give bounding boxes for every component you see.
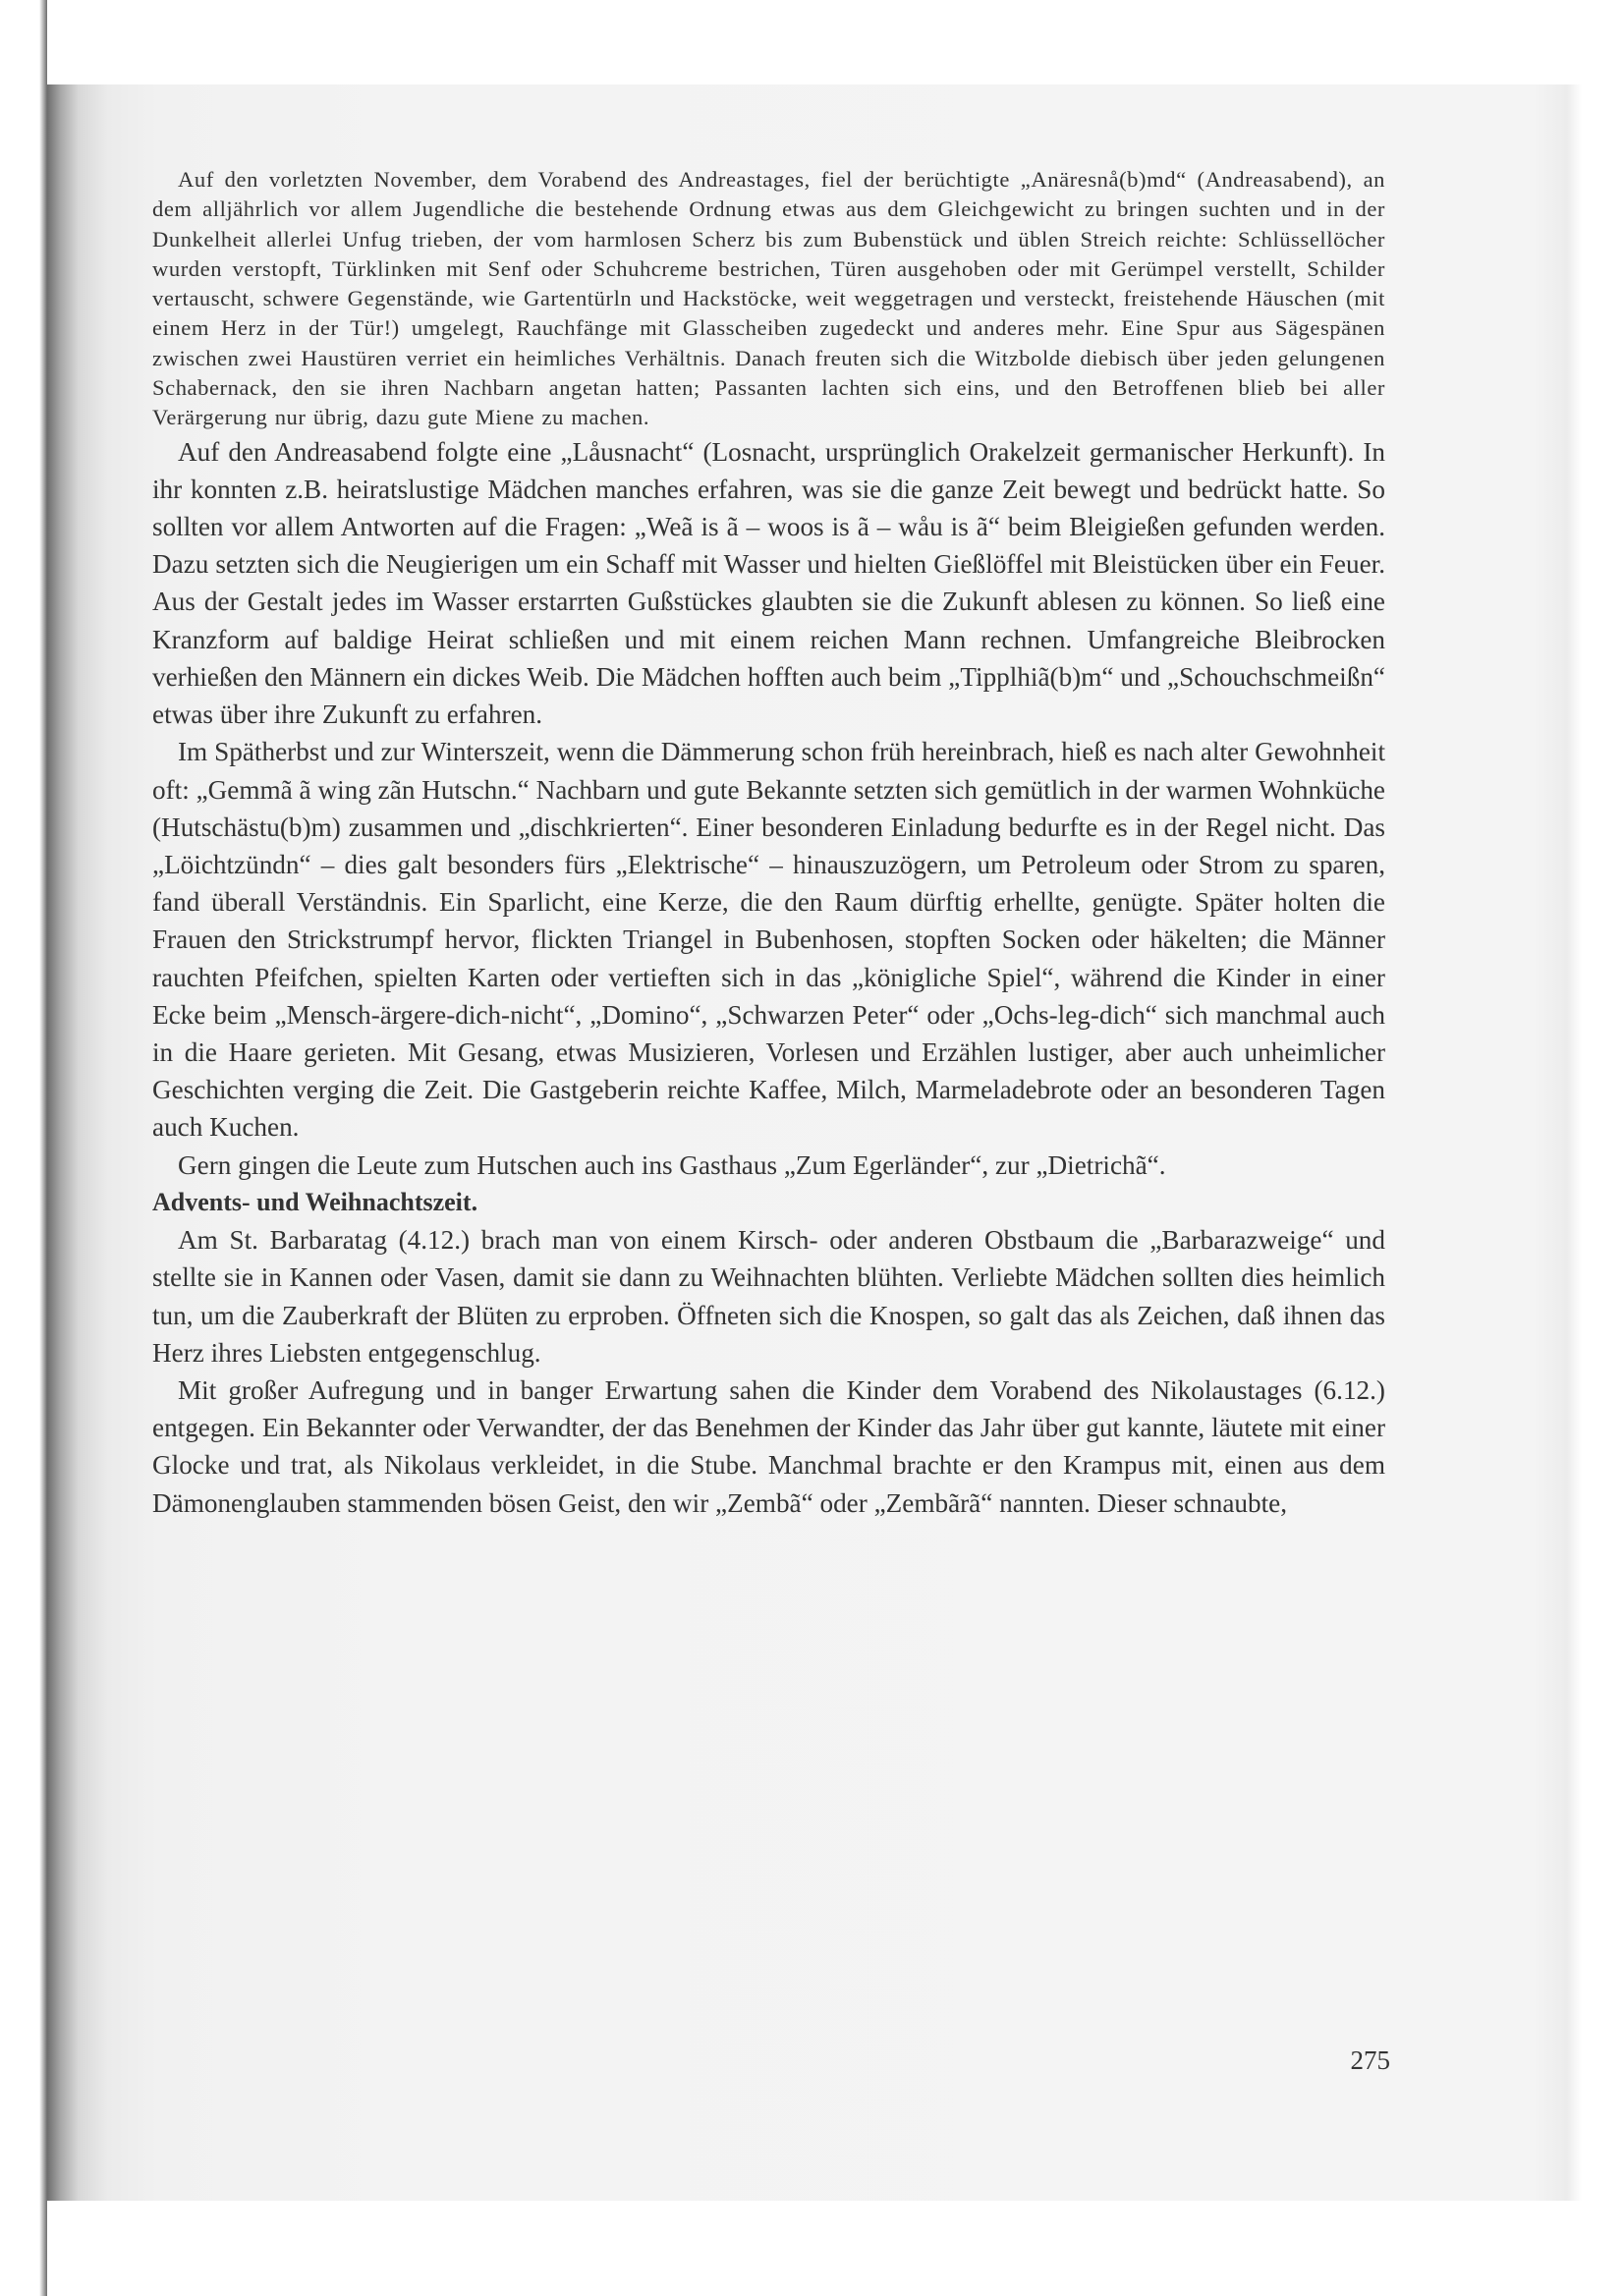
page-number: 275 xyxy=(1350,2045,1390,2075)
section-heading: Advents- und Weihnachtszeit. xyxy=(152,1187,478,1216)
paragraph-nikolaus: Mit großer Aufregung und in banger Erwartung sahen die Kinder dem Vorabend des Nikolaustages (6.12.) entgegen. Ein Bekannter oder Verwandter, der das Benehmen der Kinder das Jahr über gut kannte, läutete mit einer Glocke und trat, als Nikolaus verkleidet, in die Stube. Manchmal brachte er den Krampus mit, einen aus dem Dämonenglauben stammenden bösen Geist, den wir „Zembã“ oder „Zembãrã“ nannten. Dieser schnaubte, xyxy=(152,1375,1385,1518)
paragraph-gasthaus: Gern gingen die Leute zum Hutschen auch ins Gasthaus „Zum Egerländer“, zur „Dietrichã“. xyxy=(178,1149,1166,1180)
paragraph-lausnacht: Auf den Andreasabend folgte eine „Låusnacht“ (Losnacht, ursprünglich Orakelzeit germanischer Herkunft). In ihr konnten z.B. heiratslustige Mädchen manches erfahren, was sie die ganze Zeit bewegt und bedrückt hatte. So sollten vor allem Antworten auf die Fragen: „Weã is ã – woos is ã – wåu is ã“ beim Bleigießen gefunden werden. Dazu setzten sich die Neugierigen um ein Schaff mit Wasser und hielten Gießlöffel mit Bleistücken über ein Feuer. Aus der Gestalt jedes im Wasser erstarrten Gußstückes glaubten sie die Zukunft ablesen zu können. So ließ eine Kranzform auf baldige Heirat schließen und mit einem reichen Mann rechnen. Umfangreiche Bleibrocken verhießen den Männern ein dickes Weib. Die Mädchen hofften auch beim „Tipplhiã(b)m“ und „Schouchschmeißn“ etwas über ihre Zukunft zu erfahren. xyxy=(152,436,1385,730)
page-body xyxy=(152,165,1385,1522)
scan-margin-bottom xyxy=(47,2201,1599,2296)
scan-margin-top xyxy=(47,0,1599,84)
paragraph-barbaratag: Am St. Barbaratag (4.12.) brach man von einem Kirsch- oder anderen Obstbaum die „Barbarazweige“ und stellte sie in Kannen oder Vasen, damit sie dann zu Weihnachten blühten. Verliebte Mädchen sollten dies heimlich tun, um die Zauberkraft der Blüten zu erproben. Öffneten sich die Knospen, so galt das als Zeichen, daß ihnen das Herz ihres Liebsten entgegenschlug. xyxy=(152,1225,1385,1368)
paragraph-andreasabend: Auf den vorletzten November, dem Vorabend des Andreastages, fiel der berüchtigte „Anäresnå(b)md“ (Andreasabend), an dem alljährlich vor allem Jugendliche die bestehende Ordnung etwas aus dem Gleichgewicht zu bringen suchten und in der Dunkelheit allerlei Unfug trieben, der vom harmlosen Scherz bis zum Bubenstück und üblen Streich reichte: Schlüssellöcher wurden verstopft, Türklinken mit Senf oder Schuhcreme bestrichen, Türen ausgehoben oder mit Gerümpel verstellt, Schilder vertauscht, schwere Gegenstände, wie Gartentürln und Hackstöcke, weit weggetragen und versteckt, freistehende Häuschen (mit einem Herz in der Tür!) umgelegt, Rauchfänge mit Glasscheiben zugedeckt und anderes mehr. Eine Spur aus Sägespänen zwischen zwei Haustüren verriet ein heimliches Verhältnis. Danach freuten sich die Witzbolde diebisch über jeden gelungenen Schabernack, den sie ihren Nachbarn angetan hatten; Passanten lachten sich eins, und den Betroffenen blieb bei aller Verärgerung nur übrig, dazu gute Miene zu machen. xyxy=(152,167,1385,430)
paragraph-hutschen: Im Spätherbst und zur Winterszeit, wenn die Dämmerung schon früh hereinbrach, hieß es nach alter Gewohnheit oft: „Gemmã ã wing zãn Hutschn.“ Nachbarn und gute Bekannte setzten sich gemütlich in der warmen Wohnküche (Hutschästu(b)m) zusammen und „dischkrierten“. Einer besonderen Einladung bedurfte es in der Regel nicht. Das „Löichtzündn“ – dies galt besonders fürs „Elektrische“ – hinauszuzögern, um Petroleum oder Strom zu sparen, fand überall Verständnis. Ein Sparlicht, eine Kerze, die den Raum dürftig erhellte, genügte. Später holten die Frauen den Strickstrumpf hervor, flickten Triangel in Bubenhosen, stopften Socken oder häkelten; die Männer rauchten Pfeifchen, spielten Karten oder vertieften sich in das „königliche Spiel“, während die Kinder in einer Ecke beim „Mensch-ärgere-dich-nicht“, „Domino“, „Schwarzen Peter“ oder „Ochs-leg-dich“ sich manchmal auch in die Haare gerieten. Mit Gesang, etwas Musizieren, Vorlesen und Erzählen lustiger, aber auch unheimlicher Geschichten verging die Zeit. Die Gastgeberin reichte Kaffee, Milch, Marmeladebrote oder an besonderen Tagen auch Kuchen. xyxy=(152,737,1385,1143)
